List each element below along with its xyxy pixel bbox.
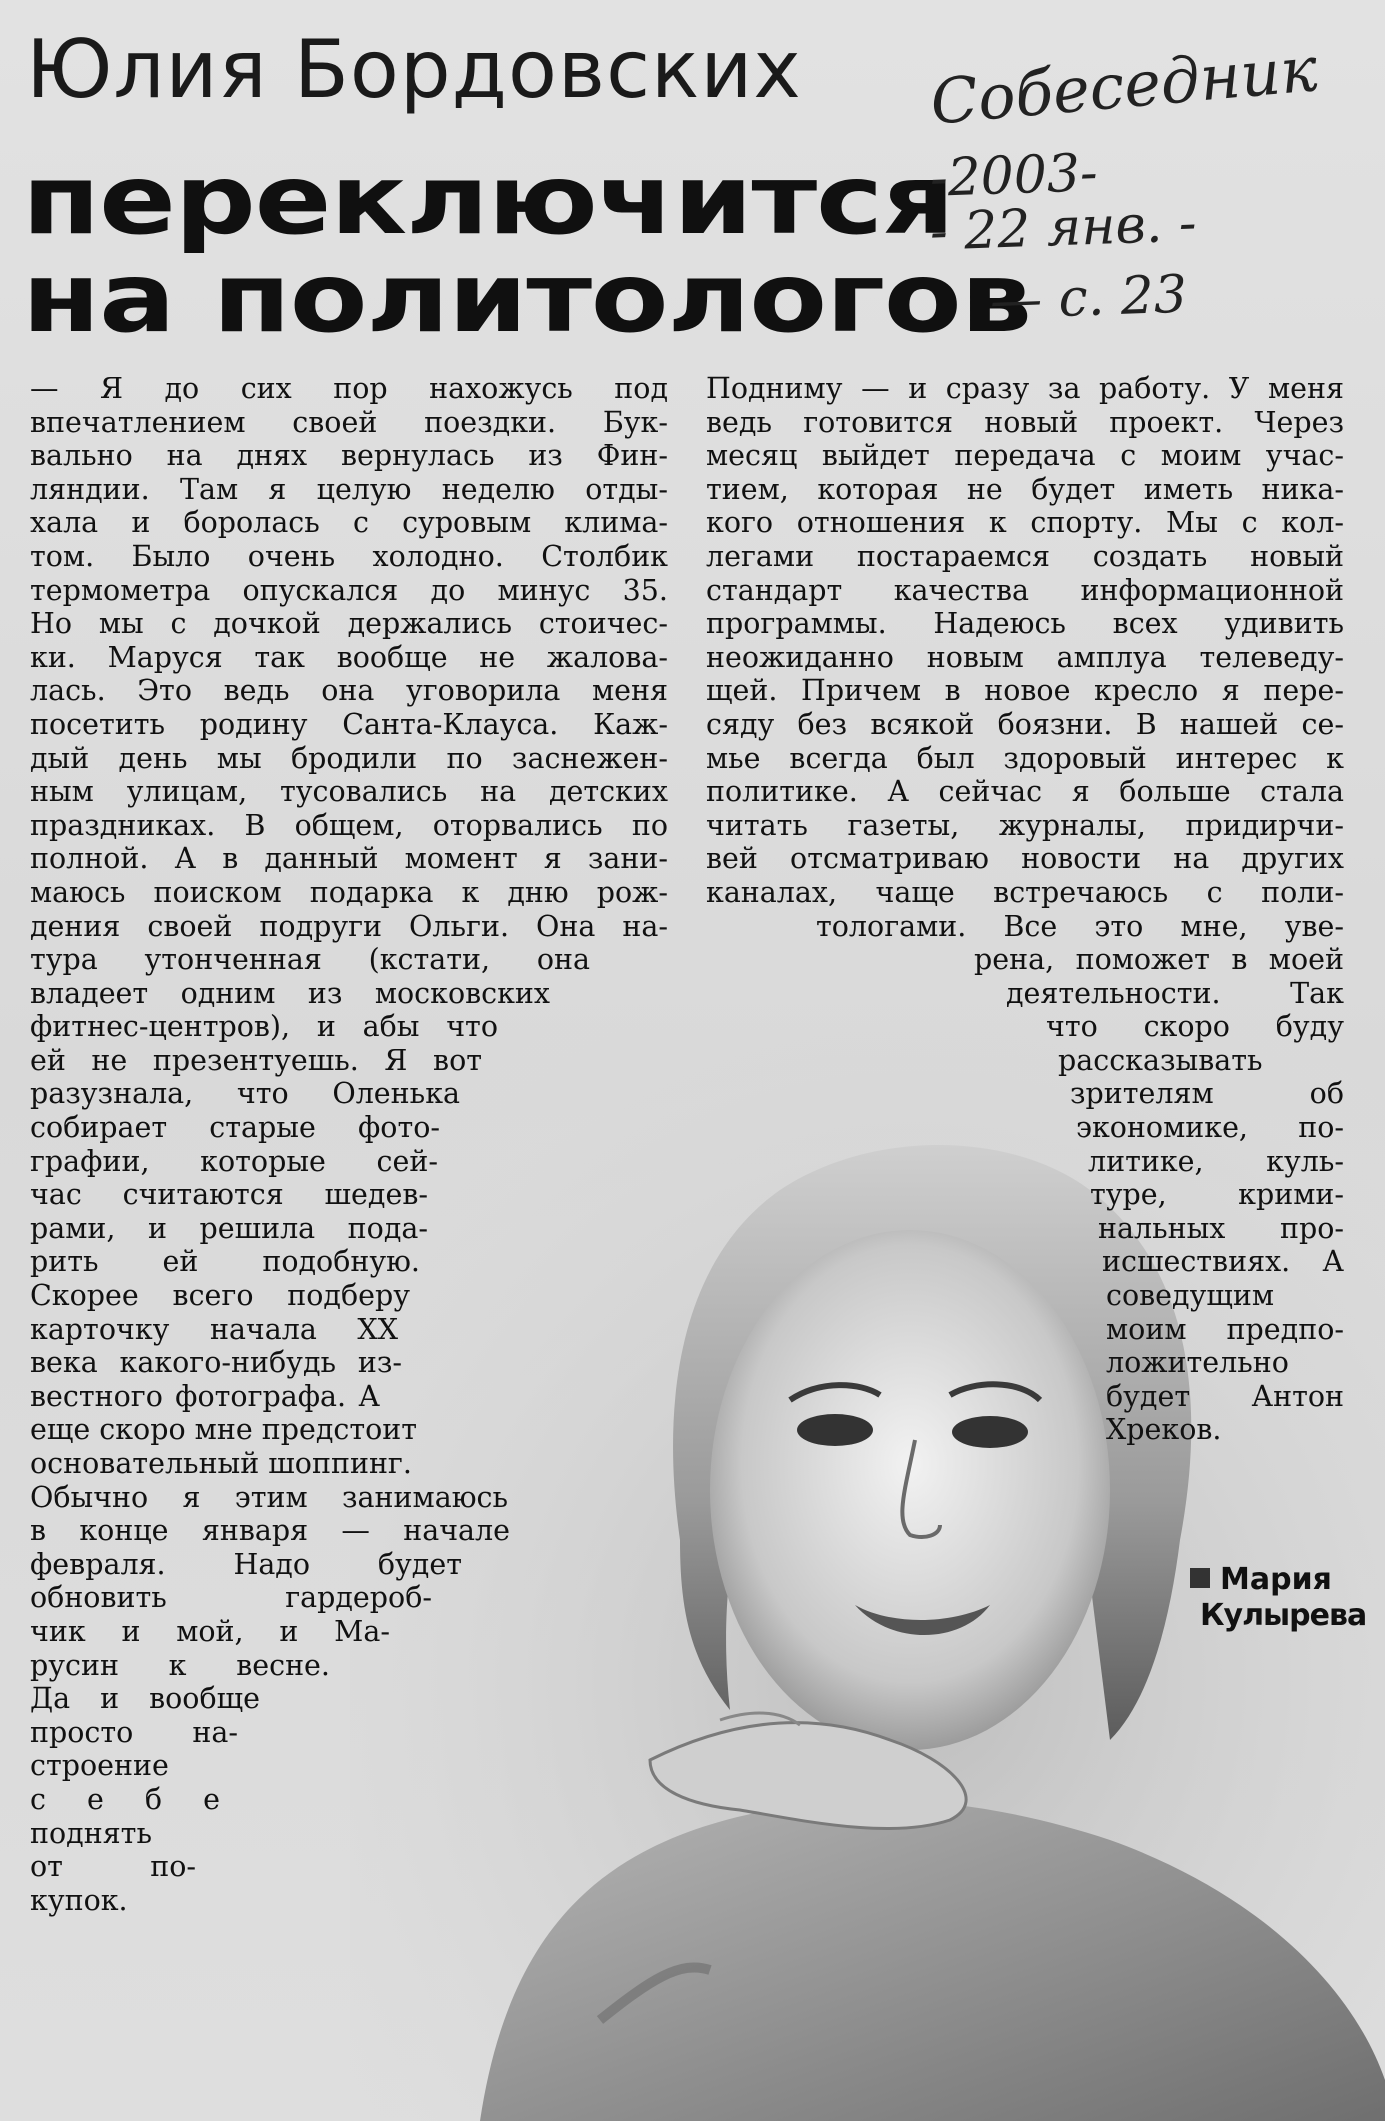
article-line: строение (30, 1749, 169, 1783)
article-line: рами, и решила пода- (30, 1211, 428, 1245)
article-line: основательный шоппинг. (30, 1447, 412, 1480)
article-line: программы. Надеюсь всех удивить (706, 607, 1344, 641)
article-line: неожиданно новым амплуа телеведу- (706, 640, 1344, 674)
article-line: праздниках. В общем, оторвались по (30, 808, 668, 842)
article-line: нальных про- (1098, 1211, 1344, 1245)
byline-first-name: Мария (1220, 1562, 1332, 1597)
article-line: туре, крими- (1090, 1178, 1344, 1212)
article-line: — Я до сих пор нахожусь под (30, 372, 668, 405)
article-line: месяц выйдет передача с моим учас- (706, 439, 1344, 473)
article-line: от по- (30, 1850, 196, 1884)
article-line: чик и мой, и Ма- (30, 1614, 390, 1648)
article-line: рена, поможет в моей (974, 943, 1344, 977)
article-line: экономике, по- (1076, 1111, 1344, 1145)
byline-marker-icon (1190, 1568, 1210, 1588)
article-line: политике. А сейчас я больше стала (706, 775, 1344, 809)
article-line: ным улицам, тусовались на детских (30, 775, 668, 809)
article-line: Обычно я этим занимаюсь (30, 1480, 508, 1514)
handwritten-page: — с. 23 (989, 264, 1188, 332)
article-line: вей отсматриваю новости на других (706, 842, 1344, 876)
article-line: купок. (30, 1883, 128, 1917)
headline-name: Юлия Бордовских (26, 23, 802, 116)
article-line: ляндии. Там я целую неделю отды- (30, 472, 668, 506)
byline (1190, 1562, 1366, 1634)
article-line: ведь готовится новый проект. Через (706, 405, 1344, 439)
article-line: лась. Это ведь она уговорила меня (30, 674, 668, 708)
article-line: легами постараемся создать новый (706, 539, 1344, 573)
article-line: каналах, чаще встречаюсь с поли- (706, 875, 1344, 909)
article-line: Да и вообще (30, 1682, 260, 1716)
article-right-column (706, 372, 1344, 1447)
article-line: тологами. Все это мне, уве- (816, 909, 1344, 943)
article-line: читать газеты, журналы, придирчи- (706, 808, 1344, 842)
article-line: дения своей подруги Ольги. Она на- (30, 909, 668, 943)
article-line: сяду без всякой боязни. В нашей се- (706, 707, 1344, 741)
article-line: вестного фотографа. А (30, 1379, 380, 1413)
article-left-column (30, 372, 668, 1917)
article-line: хала и боролась с суровым клима- (30, 506, 668, 540)
article-line: термометра опускался до минус 35. (30, 573, 668, 607)
article-line: мье всегда был здоровый интерес к (706, 741, 1344, 775)
article-line: просто на- (30, 1715, 238, 1749)
article-line: кого отношения к спорту. Мы с кол- (706, 506, 1344, 540)
article-line: маюсь поиском подарка к дню рож- (30, 875, 668, 909)
article-line: разузнала, что Оленька (30, 1077, 460, 1111)
article-line: поднять (30, 1816, 152, 1850)
article-line: что скоро буду (1046, 1010, 1344, 1044)
article-line: щей. Причем в новое кресло я пере- (706, 674, 1344, 708)
article-line: том. Было очень холодно. Столбик (30, 539, 668, 573)
article-line: рассказывать (1058, 1043, 1263, 1077)
article-line: моим предпо- (1106, 1312, 1344, 1346)
article-line: тием, которая не будет иметь никa- (706, 472, 1344, 506)
article-line: февраля. Надо будет (30, 1547, 462, 1581)
article-line: вально на днях вернулась из Фин- (30, 439, 668, 473)
article-line: литике, куль- (1088, 1144, 1344, 1178)
article-line: Но мы с дочкой держались стоичес- (30, 607, 668, 641)
article-line: рить ей подобную. (30, 1245, 420, 1279)
article-line: Подниму — и сразу за работу. У меня (706, 372, 1344, 405)
article-line: века какого-нибудь из- (30, 1346, 402, 1380)
article-line: стандарт качества информационной (706, 573, 1344, 607)
handwritten-publication: Собеседник (927, 32, 1321, 139)
article-line: дый день мы бродили по заснежен- (30, 741, 668, 775)
article-line: с е б е (30, 1782, 220, 1816)
article-line: соведущим (1106, 1279, 1275, 1313)
article-line: еще скоро мне предстоит (30, 1413, 418, 1447)
article-line: ей не презентуешь. Я вот (30, 1043, 482, 1077)
article-line: Скорее всего подберу (30, 1279, 410, 1313)
article-line: карточку начала XX (30, 1312, 398, 1346)
article-line: впечатлением своей поездки. Бук- (30, 405, 668, 439)
headline-line-3: на политологов (22, 242, 1032, 354)
article-line: тура утонченная (кстати, она (30, 943, 590, 977)
article-line: будет Антон (1106, 1379, 1344, 1413)
article-line: ки. Маруся так вообще не жалова- (30, 640, 668, 674)
handwritten-year: -2003- (929, 143, 1099, 209)
article-line: Хреков. (1106, 1413, 1222, 1447)
article-line: графии, которые сей- (30, 1144, 438, 1178)
article-line: ложительно (1106, 1346, 1289, 1380)
article-line: обновить гардероб- (30, 1581, 432, 1615)
byline-last-name: Кулырева (1200, 1598, 1367, 1633)
article-line: час считаются шедев- (30, 1178, 428, 1212)
article-line: владеет одним из московских (30, 976, 550, 1010)
article-line: полной. А в данный момент я зани- (30, 842, 668, 876)
article-line: деятельности. Так (1006, 976, 1344, 1010)
article-line: русин к весне. (30, 1648, 330, 1682)
headline-line-2: переключится (22, 144, 954, 256)
article-line: в конце января — начале (30, 1514, 510, 1548)
article-line: посетить родину Санта-Клауса. Каж- (30, 707, 668, 741)
handwritten-date: - 22 янв. - (929, 193, 1198, 263)
article-line: собирает старые фото- (30, 1111, 440, 1145)
article-line: зрителям об (1070, 1077, 1344, 1111)
article-line: фитнес-центров), и абы что (30, 1010, 498, 1044)
article-line: исшествиях. А (1102, 1245, 1344, 1279)
